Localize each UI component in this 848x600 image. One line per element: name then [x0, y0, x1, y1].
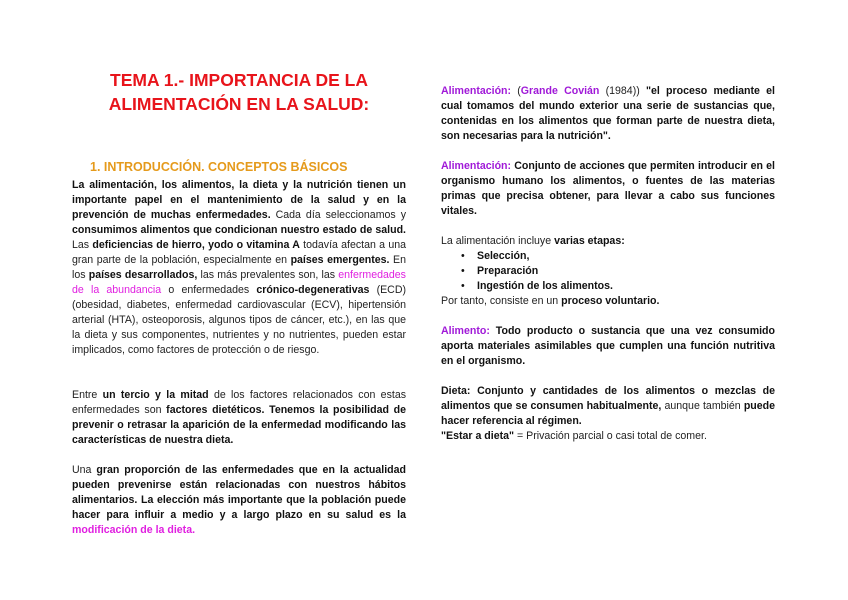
intro-bold-4: países emergentes. [290, 254, 390, 266]
intro-bold-1: La alimentación, los alimentos, la dieta y la nutrición tienen un importante papel en el mantenimiento de la salud y en la prevención de muchas enfermedades. [72, 179, 406, 221]
def4-bold-2: puede hacer referencia al régimen. [441, 400, 776, 427]
stage-label: Preparación [477, 265, 539, 277]
def3-text: Todo producto o sustancia que una vez consumido aporta materiales asimilables que cumplen una función nutritiva en el organismo. [441, 325, 775, 367]
definition-alimentacion-1 [441, 84, 775, 144]
section-heading: 1. INTRODUCCIÓN. CONCEPTOS BÁSICOS [90, 160, 348, 174]
intro-bold-3: deficiencias de hierro, yodo o vitamina A [92, 239, 300, 251]
def4-text: Conjunto y cantidades de los alimentos o mezclas de alimentos que se consumen habitualmente, [441, 385, 775, 412]
def4-text-2: aunque también [661, 400, 744, 412]
list-item [461, 249, 775, 264]
intro-text-2: Las [72, 239, 93, 251]
factors-text-1: Entre [72, 389, 103, 401]
highlight-modificacion-dieta: modificación de la dieta. [72, 524, 196, 536]
intro-text-6: o enfermedades [161, 284, 257, 296]
author-name: Grande Covián [520, 85, 600, 97]
paragraph-intro [72, 178, 406, 358]
intro-text-4: En los [72, 254, 406, 281]
definition-dieta [441, 384, 775, 429]
stages-intro-bold: varias etapas: [554, 235, 625, 247]
page-title: TEMA 1.- IMPORTANCIA DE LA ALIMENTACIÓN EN LA SALUD: [108, 70, 370, 114]
left-column [72, 68, 406, 538]
list-item [461, 279, 775, 294]
paragraph-prevention [72, 463, 406, 538]
def2-text: Conjunto de acciones que permiten introducir en el organismo humano los alimentos, o fuentes de las materias primas que precisa obtener, para llevar a cabo sus funciones vitales. [441, 160, 775, 217]
definition-alimento [441, 324, 775, 369]
intro-text-3: todavía afectan a una gran parte de la población, especialmente en [72, 239, 406, 266]
estar-a-dieta-line [441, 429, 775, 444]
prevention-bold-1: gran proporción de las enfermedades que en la actualidad pueden prevenirse están relacionadas con nuestros hábitos alimentarios. La elección más importante que la población puede hacer para influir a medio y a largo plazo en su salud es la [72, 464, 406, 521]
definition-label: Dieta: [441, 385, 471, 397]
paragraph-factors [72, 388, 406, 448]
intro-text-7: (ECD) (obesidad, diabetes, enfermedad cardiovascular (ECV), hipertensión arterial (HTA), osteoporosis, algunos tipos de cáncer, etc.), en las que la dieta y sus componentes, nutrientes y no nutrientes, pueden estar implicados, como factores de protección o de riesgo. [72, 284, 407, 356]
definition-label: Alimentación: [441, 160, 512, 172]
estar-a-dieta-label: "Estar a dieta" [441, 430, 515, 442]
def1-text-1: ( [511, 85, 521, 97]
intro-bold-5: países desarrollados, [88, 269, 198, 281]
factors-bold-2: factores dietéticos. Tenemos la posibilidad de prevenir o retrasar la aparición de la enfermedad modificando las características de nuestra dieta. [72, 404, 406, 446]
list-item [461, 264, 775, 279]
definition-label: Alimento: [441, 325, 490, 337]
stage-label: Selección, [477, 250, 530, 262]
intro-bold-2: consumimos alimentos que condicionan nuestro estado de salud. [72, 224, 406, 236]
highlight-enfermedades-abundancia: enfermedades de la abundancia [72, 269, 406, 296]
stages-outro [441, 294, 775, 309]
right-column [441, 84, 775, 444]
estar-a-dieta-text: = Privación parcial o casi total de comer. [514, 430, 707, 442]
definition-label: Alimentación: [441, 85, 512, 97]
stages-intro [441, 234, 775, 249]
stage-label: Ingestión de los alimentos. [477, 280, 613, 292]
intro-text-5: las más prevalentes son, las [197, 269, 339, 281]
factors-text-2: de los factores relacionados con estas enfermedades son [72, 389, 407, 416]
intro-text-1: Cada día seleccionamos y [270, 209, 406, 221]
stages-intro-text: La alimentación incluye [441, 235, 555, 247]
intro-bold-6: crónico-degenerativas [256, 284, 370, 296]
def1-quote: "el proceso mediante el cual tomamos del mundo exterior una serie de sustancias que, contenidas en los alimentos que forman parte de nuestra dieta, son necesarias para la nutrición". [441, 85, 775, 142]
stages-list [441, 249, 775, 294]
prevention-text-1: Una [72, 464, 97, 476]
stages-outro-bold: proceso voluntario. [561, 295, 660, 307]
factors-bold-1: un tercio y la mitad [102, 389, 209, 401]
def1-text-2: (1984)) [599, 85, 646, 97]
definition-alimentacion-2 [441, 159, 775, 219]
stages-outro-text: Por tanto, consiste en un [441, 295, 562, 307]
